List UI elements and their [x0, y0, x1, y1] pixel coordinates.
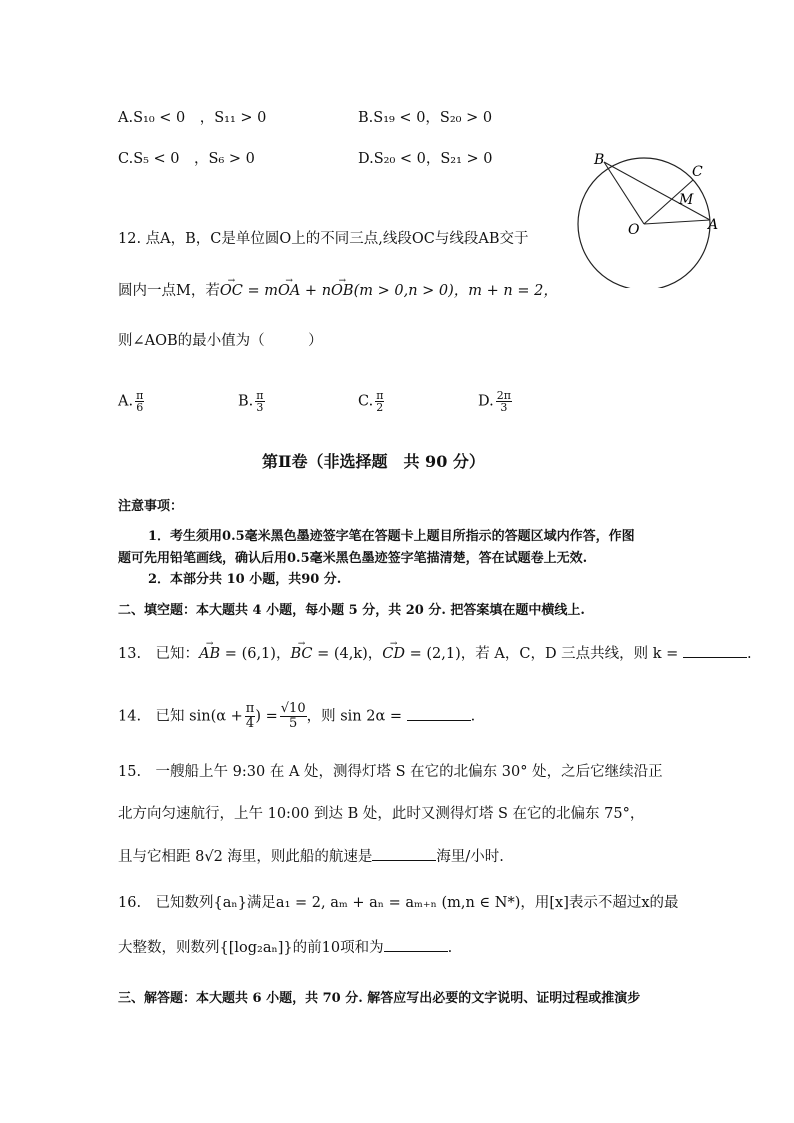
q15-text: 海里/小时.: [436, 849, 504, 865]
notes-title: 注意事项：: [118, 499, 184, 514]
fraction-den: 6: [136, 401, 144, 414]
vector-oa: → OA: [278, 281, 300, 301]
q12-option-d: [478, 390, 512, 413]
q12-text: + n: [300, 283, 332, 299]
vector-ab: → AB: [199, 644, 220, 664]
q11-option-d: [358, 149, 493, 169]
fraction-num: 2π: [496, 389, 511, 402]
q16-text: .: [447, 940, 453, 956]
answer-blank: [683, 643, 747, 658]
fraction: [135, 390, 144, 413]
fraction-den: 3: [500, 401, 508, 414]
option-label: B.: [238, 393, 254, 410]
fraction-num: π: [136, 389, 144, 402]
vector-ob: → OB: [331, 281, 354, 301]
q13-text: 13. 已知：: [118, 646, 200, 662]
figure-label-o: O: [628, 222, 640, 238]
fraction-den: 3: [256, 401, 264, 414]
vector-bc: → BC: [290, 644, 312, 664]
q14: [118, 702, 475, 731]
unit-circle-figure: [570, 148, 730, 288]
option-label: C.: [118, 151, 134, 167]
answer-blank: [384, 937, 448, 952]
fraction: [255, 390, 264, 413]
figure-label-m: M: [679, 192, 694, 208]
option-label: C.: [358, 393, 374, 410]
fraction: [280, 702, 307, 731]
fraction-den: 2: [376, 401, 384, 414]
q11-option-a: [118, 108, 266, 128]
q12-option-a: [118, 390, 144, 413]
option-text: S₁₉ < 0，S₂₀ > 0: [373, 110, 493, 126]
fraction: [375, 390, 384, 413]
option-label: B.: [358, 110, 374, 126]
q15-text: 且与它相距 8√2 海里，则此船的航速是: [118, 849, 373, 865]
q12-line1: 12. 点A，B，C是单位圆O上的不同三点,线段OC与线段AB交于: [118, 231, 529, 247]
option-label: D.: [358, 151, 374, 167]
option-label: A.: [118, 393, 134, 410]
q15-line3: [118, 846, 504, 867]
option-label: A.: [118, 110, 134, 126]
q16-line2: [118, 937, 452, 958]
q12-text: 圆内一点M，若: [118, 283, 220, 299]
q15-line1: 15. 一艘船上午 9:30 在 A 处，测得灯塔 S 在它的北偏东 30° 处，之后它继续沿正: [118, 764, 663, 780]
q15-line2: 北方向匀速航行，上午 10:00 到达 B 处，此时又测得灯塔 S 在它的北偏东 75°，: [118, 806, 645, 822]
section2-title: 第Ⅱ卷（非选择题 共 90 分）: [262, 452, 485, 471]
segment-ob: [604, 162, 644, 224]
q14-text: 14. 已知 sin(α +: [118, 708, 243, 725]
figure-label-b: B: [594, 152, 605, 168]
q12-option-b: [238, 390, 265, 413]
vector-cd: → CD: [382, 644, 405, 664]
figure-label-c: C: [692, 164, 703, 180]
q12-text: = m: [242, 283, 278, 299]
q16-line1: 16. 已知数列{aₙ}满足a₁ = 2, aₘ + aₙ = aₘ₊ₙ (m,n ∈ N*)，用[x]表示不超过x的最: [118, 895, 679, 911]
q14-text: ) =: [255, 708, 278, 725]
fraction-den: 4: [245, 716, 255, 731]
q13-text: = (6,1)，: [220, 646, 291, 662]
fraction: [245, 702, 256, 731]
fraction-den: 5: [289, 716, 298, 731]
fraction-num: π: [245, 701, 255, 716]
q11-option-c: [118, 149, 255, 169]
option-label: D.: [478, 393, 494, 410]
section3-heading: 三、解答题：本大题共 6 小题，共 70 分. 解答应写出必要的文字说明、证明过程或推演步: [118, 991, 641, 1006]
fill-heading: 二、填空题：本大题共 4 小题，每小题 5 分，共 20 分. 把答案填在题中横线上.: [118, 603, 585, 618]
q12-line2: [118, 281, 558, 301]
q13-text: = (4,k)，: [312, 646, 383, 662]
q14-text: ，则 sin 2α =: [306, 708, 407, 725]
q14-text: .: [470, 708, 476, 725]
fraction-num: π: [256, 389, 264, 402]
note1-line2: 题可先用铅笔画线，确认后用0.5毫米黑色墨迹签字笔描清楚，答在试题卷上无效.: [118, 551, 588, 566]
fraction-num: √10: [280, 701, 306, 716]
q12-line3: 则∠AOB的最小值为（ ）: [118, 333, 323, 349]
q12-option-c: [358, 390, 384, 413]
answer-blank: [407, 706, 471, 721]
fraction: [496, 390, 512, 413]
q12-text: (m > 0,n > 0)，m + n = 2，: [353, 283, 558, 299]
q11-option-b: [358, 108, 492, 128]
fraction-num: π: [376, 389, 384, 402]
answer-blank: [372, 846, 436, 861]
q16-text: 大整数，则数列{[log₂aₙ]}的前10项和为: [118, 940, 384, 956]
vector-oc: → OC: [220, 281, 243, 301]
segment-oa: [644, 220, 710, 224]
figure-label-a: A: [708, 217, 719, 233]
option-text: S₂₀ < 0，S₂₁ > 0: [373, 151, 493, 167]
note1-line1: 1．考生须用0.5毫米黑色墨迹签字笔在答题卡上题目所指示的答题区域内作答，作图: [148, 529, 635, 544]
q13-text: .: [746, 646, 752, 662]
q13: [118, 643, 752, 664]
option-text: S₅ < 0 ，S₆ > 0: [133, 151, 255, 167]
note2: 2．本部分共 10 小题，共90 分.: [148, 572, 342, 587]
q13-text: = (2,1)，若 A，C，D 三点共线，则 k =: [405, 646, 683, 662]
option-text: S₁₀ < 0 ，S₁₁ > 0: [133, 110, 267, 126]
